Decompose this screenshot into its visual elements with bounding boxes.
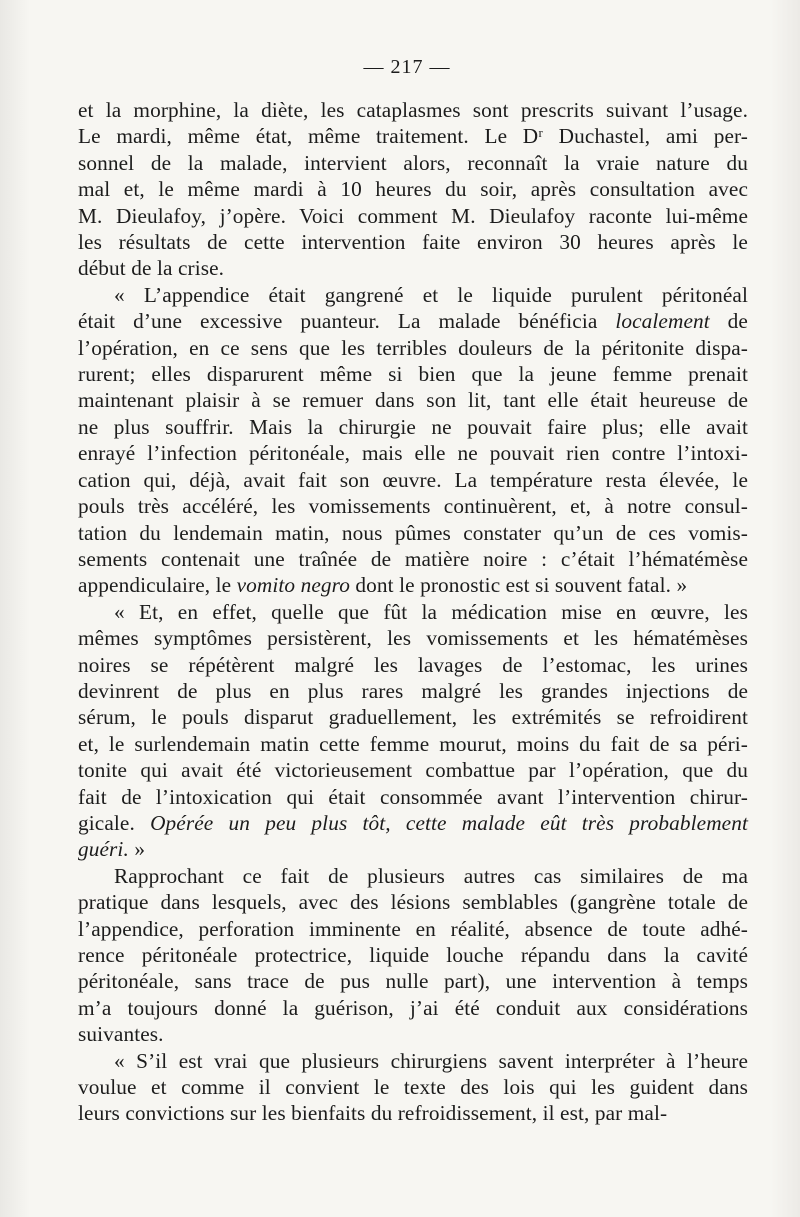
body-text — [78, 97, 748, 1127]
text-line: maintenant plaisir à se remuer dans son lit, tant elle était heureuse de — [78, 388, 748, 413]
text-line: m’a toujours donné la guérison, j’ai été conduit aux considérations — [78, 995, 748, 1020]
text-line: était d’une excessive puanteur. La malade bénéficia localement de — [78, 309, 748, 334]
text-line: « Et, en effet, quelle que fût la médication mise en œuvre, les — [114, 599, 748, 624]
text-line: enrayé l’infection péritonéale, mais elle ne pouvait rien contre l’intoxi- — [78, 441, 748, 466]
paragraph — [78, 863, 748, 1048]
text-line: appendiculaire, le vomito negro dont le pronostic est si souvent fatal. » — [78, 573, 688, 598]
text-line: suivantes. — [78, 1022, 164, 1047]
text-line: « L’appendice était gangrené et le liquide purulent péritonéal — [114, 282, 748, 307]
page-number: — 217 — — [363, 56, 451, 78]
text-line: M. Dieulafoy, j’opère. Voici comment M. Dieulafoy raconte lui-même — [78, 203, 748, 228]
italic-text: Opérée un peu plus tôt, cette malade eût très probablement — [150, 810, 748, 835]
text-line: Le mardi, même état, même traitement. Le Dʳ Duchastel, ami per- — [78, 124, 748, 149]
text-line: cation qui, déjà, avait fait son œuvre. La température resta élevée, le — [78, 467, 748, 492]
text-line: les résultats de cette intervention faite environ 30 heures après le — [78, 230, 748, 255]
paragraph — [78, 97, 748, 282]
text-line: début de la crise. — [78, 256, 225, 281]
text-line: gicale. Opérée un peu plus tôt, cette malade eût très probablement — [78, 810, 748, 835]
italic-text: localement — [615, 309, 710, 334]
text-line: et la morphine, la diète, les cataplasmes sont prescrits suivant l’usage. — [78, 98, 748, 122]
text-line: sonnel de la malade, intervient alors, reconnaît la vraie nature du — [78, 150, 748, 175]
paragraph — [78, 1048, 748, 1127]
text-line: rence péritonéale protectrice, liquide louche répandu dans la cavité — [78, 943, 748, 967]
text-line: péritonéale, sans trace de pus nulle part), une intervention à temps — [78, 969, 748, 994]
text-line: devinrent de plus en plus rares malgré les grandes injections de — [78, 678, 748, 703]
paragraph — [78, 282, 748, 599]
text-line: voulue et comme il convient le texte des lois qui les guident dans — [78, 1075, 748, 1100]
text-line: leurs convictions sur les bienfaits du refroidissement, il est, par mal- — [78, 1101, 668, 1126]
text-line: et, le surlendemain matin cette femme mourut, moins du fait de sa péri- — [78, 731, 748, 756]
text-line: l’appendice, perforation imminente en réalité, absence de toute adhé- — [78, 916, 748, 941]
text-line: ne plus souffrir. Mais la chirurgie ne pouvait faire plus; elle avait — [78, 414, 748, 439]
text-line: fait de l’intoxication qui était consommée avant l’intervention chirur- — [78, 784, 748, 809]
text-line: rurent; elles disparurent même si bien que la jeune femme prenait — [78, 362, 748, 387]
text-line: Rapprochant ce fait de plusieurs autres cas similaires de ma — [114, 863, 748, 888]
italic-text: vomito negro — [236, 573, 350, 598]
text-line: sérum, le pouls disparut graduellement, les extrémités se refroidirent — [78, 705, 748, 730]
italic-text: guéri. — [78, 837, 129, 862]
text-line: pouls très accéléré, les vomissements continuèrent, et, à notre consul- — [78, 494, 748, 519]
text-line: guéri. » — [78, 837, 146, 862]
paragraph — [78, 599, 748, 863]
text-line: pratique dans lesquels, avec des lésions semblables (gangrène totale de — [78, 890, 748, 915]
text-line: l’opération, en ce sens que les terribles douleurs de la péritonite dispa- — [78, 335, 748, 360]
text-line: tonite qui avait été victorieusement combattue par l’opération, que du — [78, 758, 748, 783]
text-line: noires se répétèrent malgré les lavages de l’estomac, les urines — [78, 652, 748, 677]
text-line: tation du lendemain matin, nous pûmes constater qu’un de ces vomis- — [78, 520, 748, 545]
text-line: « S’il est vrai que plusieurs chirurgiens savent interpréter à l’heure — [114, 1048, 748, 1073]
text-line: mal et, le même mardi à 10 heures du soir, après consultation avec — [78, 177, 748, 202]
text-line: mêmes symptômes persistèrent, les vomissements et les hématémèses — [78, 626, 748, 651]
text-line: sements contenait une traînée de matière noire : c’était l’hématémèse — [78, 546, 748, 571]
